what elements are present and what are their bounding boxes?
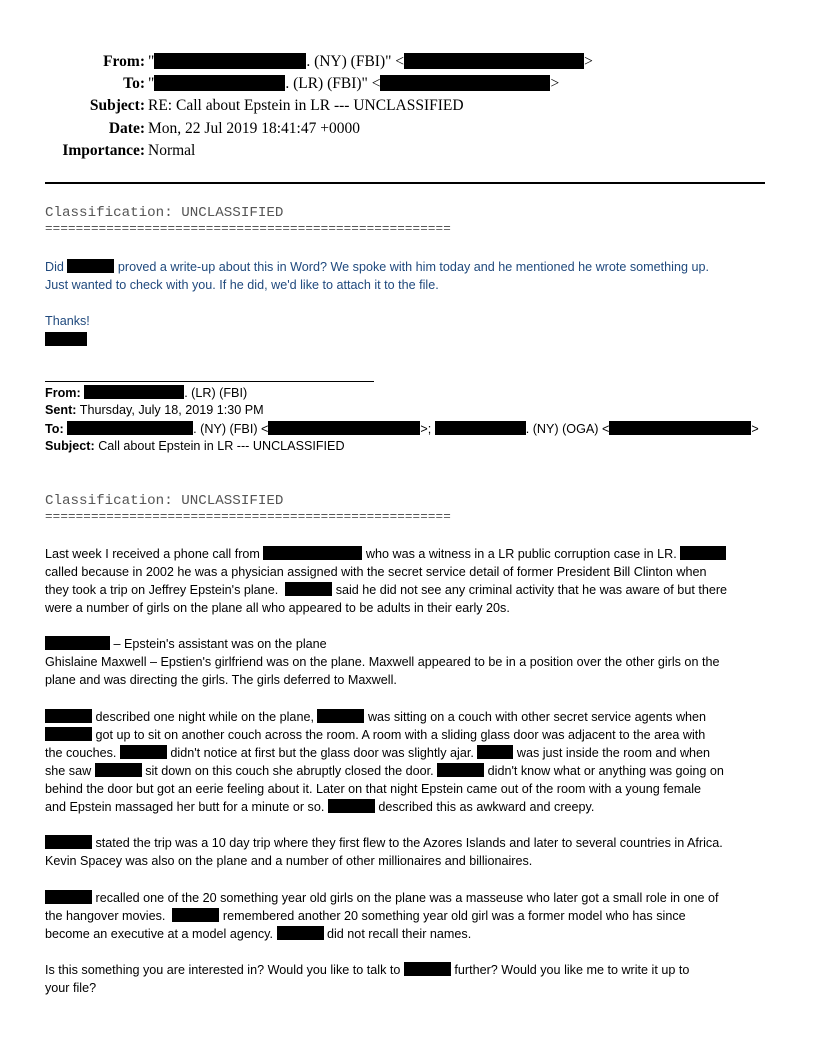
redaction-box — [67, 421, 193, 435]
body-text: who was a witness in a LR public corruption case in LR. — [365, 547, 677, 561]
classification-label: Classification: UNCLASSIFIED — [45, 205, 284, 221]
header-importance-label: Importance: — [62, 142, 145, 159]
body-line: plane and was directing the girls. The girls deferred to Maxwell. — [45, 673, 397, 687]
header-date-row — [0, 120, 816, 142]
body-paragraph — [45, 708, 775, 816]
header-to-value — [148, 75, 559, 93]
reply-signature — [45, 331, 775, 349]
redaction-box — [285, 582, 332, 596]
header-subject-value: RE: Call about Epstein in LR --- UNCLASSIFIED — [148, 97, 464, 114]
header-date-value: Mon, 22 Jul 2019 18:41:47 +0000 — [148, 120, 360, 137]
body-text: further? Would you like me to write it up to — [454, 963, 690, 977]
to-name-suffix: . (LR) (FBI)" < — [285, 75, 381, 92]
body-text: described this as awkward and creepy. — [378, 800, 595, 814]
redaction-box — [45, 636, 110, 650]
header-importance-row — [0, 142, 816, 164]
redaction-box — [84, 385, 184, 399]
redaction-box — [277, 926, 324, 940]
redaction-box — [45, 332, 87, 346]
body-line — [45, 744, 775, 762]
header-importance-value: Normal — [148, 142, 196, 159]
redaction-box — [95, 763, 142, 777]
forward-sent-label: Sent: — [45, 403, 77, 417]
body-line — [45, 581, 775, 599]
forward-sent-value: Thursday, July 18, 2019 1:30 PM — [79, 403, 264, 417]
redaction-box — [45, 835, 92, 849]
body-text: and Epstein massaged her butt for a minute or so. — [45, 800, 325, 814]
body-line: your file? — [45, 981, 97, 995]
redaction-box — [680, 546, 726, 560]
body-text: the hangover movies. — [45, 909, 166, 923]
redaction-box — [317, 709, 364, 723]
forward-to-text: > — [751, 422, 759, 436]
body-paragraph — [45, 635, 775, 689]
reply-line-1 — [45, 258, 775, 276]
header-date-label: Date: — [108, 120, 145, 137]
classification-label: Classification: UNCLASSIFIED — [45, 493, 284, 509]
body-text: didn't know what or anything was going on — [487, 764, 724, 778]
forward-subject-value: Call about Epstein in LR --- UNCLASSIFIED — [98, 439, 345, 453]
body-line — [45, 834, 775, 852]
header-to-row — [0, 75, 816, 97]
body-line: called because in 2002 he was a physician assigned with the secret service detail of former President Bill Clinton when — [45, 565, 707, 579]
forward-from-value: . (LR) (FBI) — [184, 386, 248, 400]
classification-divider: ===================================================== — [45, 222, 451, 236]
forward-to-text: . (NY) (OGA) < — [525, 422, 610, 436]
redaction-box — [268, 421, 420, 435]
body-line — [45, 889, 775, 907]
body-line: behind the door but got an eerie feeling about it. Later on that night Epstein came out of the room with a young female — [45, 782, 702, 796]
forward-sent-row — [45, 403, 264, 417]
redaction-box — [437, 763, 484, 777]
header-subject-row — [0, 97, 816, 119]
body-text: sit down on this couch she abruptly closed the door. — [145, 764, 434, 778]
body-line — [45, 762, 775, 780]
body-line — [45, 708, 775, 726]
forward-subject-row — [45, 439, 345, 453]
redaction-box — [45, 727, 92, 741]
body-line: Ghislaine Maxwell – Epstien's girlfriend was on the plane. Maxwell appeared to be in a position over the other girls on the — [45, 655, 720, 669]
body-paragraph — [45, 545, 775, 617]
redaction-box — [404, 53, 584, 69]
body-text: remembered another 20 something year old girl was a former model who has since — [222, 909, 686, 923]
to-close: > — [550, 75, 560, 92]
body-text: Last week I received a phone call from — [45, 547, 260, 561]
body-line — [45, 798, 775, 816]
header-from-value — [148, 53, 593, 71]
body-text: – Epstein's assistant was on the plane — [113, 637, 327, 651]
body-line — [45, 961, 775, 979]
body-line — [45, 907, 775, 925]
body-text: didn't notice at first but the glass door was slightly ajar. — [170, 746, 474, 760]
body-text: said he did not see any criminal activity that he was aware of but there — [335, 583, 728, 597]
redaction-box — [404, 962, 451, 976]
reply-text: Did — [45, 260, 64, 274]
classification-divider: ===================================================== — [45, 510, 451, 524]
body-text: described one night while on the plane, — [95, 710, 314, 724]
forward-to-label: To: — [45, 422, 64, 436]
header-from-row — [0, 53, 816, 75]
forward-to-text: >; — [420, 422, 432, 436]
redaction-box — [328, 799, 375, 813]
body-text: was just inside the room and when — [516, 746, 711, 760]
redaction-box — [45, 709, 92, 723]
header-divider — [45, 182, 765, 184]
forward-divider — [45, 381, 374, 382]
forward-from-label: From: — [45, 386, 81, 400]
body-text: the couches. — [45, 746, 117, 760]
body-line — [45, 726, 775, 744]
body-text: recalled one of the 20 something year old girls on the plane was a masseuse who later got a small role in one of — [95, 891, 719, 905]
body-line — [45, 925, 775, 943]
forward-to-text: . (NY) (FBI) < — [193, 422, 269, 436]
redaction-box — [435, 421, 526, 435]
header-from-label: From: — [103, 53, 145, 70]
redaction-box — [45, 890, 92, 904]
from-open-quote: " — [148, 53, 155, 70]
body-line: were a number of girls on the plane all who appeared to be adults in their early 20s. — [45, 601, 510, 615]
body-paragraph — [45, 961, 775, 997]
forward-subject-label: Subject: — [45, 439, 95, 453]
body-text: she saw — [45, 764, 92, 778]
header-subject-label: Subject: — [89, 97, 145, 114]
body-paragraph — [45, 889, 775, 943]
body-paragraph — [45, 834, 775, 870]
body-text: they took a trip on Jeffrey Epstein's plane. — [45, 583, 279, 597]
to-open-quote: " — [148, 75, 155, 92]
body-text: got up to sit on another couch across the room. A room with a sliding glass door was adjacent to the area with — [95, 728, 706, 742]
forward-to-row — [45, 421, 759, 436]
reply-text: proved a write-up about this in Word? We spoke with him today and he mentioned he wrote something up. — [117, 260, 709, 274]
reply-thanks: Thanks! — [45, 314, 90, 328]
redaction-box — [172, 908, 219, 922]
header-to-label: To: — [123, 75, 145, 92]
from-name-suffix: . (NY) (FBI)" < — [306, 53, 405, 70]
redaction-box — [263, 546, 362, 560]
redaction-box — [67, 259, 114, 273]
body-text: was sitting on a couch with other secret service agents when — [367, 710, 707, 724]
reply-line-2: Just wanted to check with you. If he did, we'd like to attach it to the file. — [45, 278, 439, 292]
body-text: become an executive at a model agency. — [45, 927, 273, 941]
redaction-box — [120, 745, 167, 759]
body-text: did not recall their names. — [327, 927, 472, 941]
forward-from-row — [45, 385, 247, 400]
from-close: > — [584, 53, 593, 70]
body-text: Is this something you are interested in? Would you like to talk to — [45, 963, 401, 977]
redaction-box — [154, 53, 306, 69]
redaction-box — [609, 421, 751, 435]
redaction-box — [477, 745, 513, 759]
body-text: stated the trip was a 10 day trip where they first flew to the Azores Islands and later to several countries in Africa. — [95, 836, 723, 850]
body-line — [45, 635, 775, 653]
redaction-box — [154, 75, 285, 91]
body-line: Kevin Spacey was also on the plane and a number of other millionaires and billionaires. — [45, 854, 533, 868]
body-line — [45, 545, 775, 563]
redaction-box — [380, 75, 550, 91]
